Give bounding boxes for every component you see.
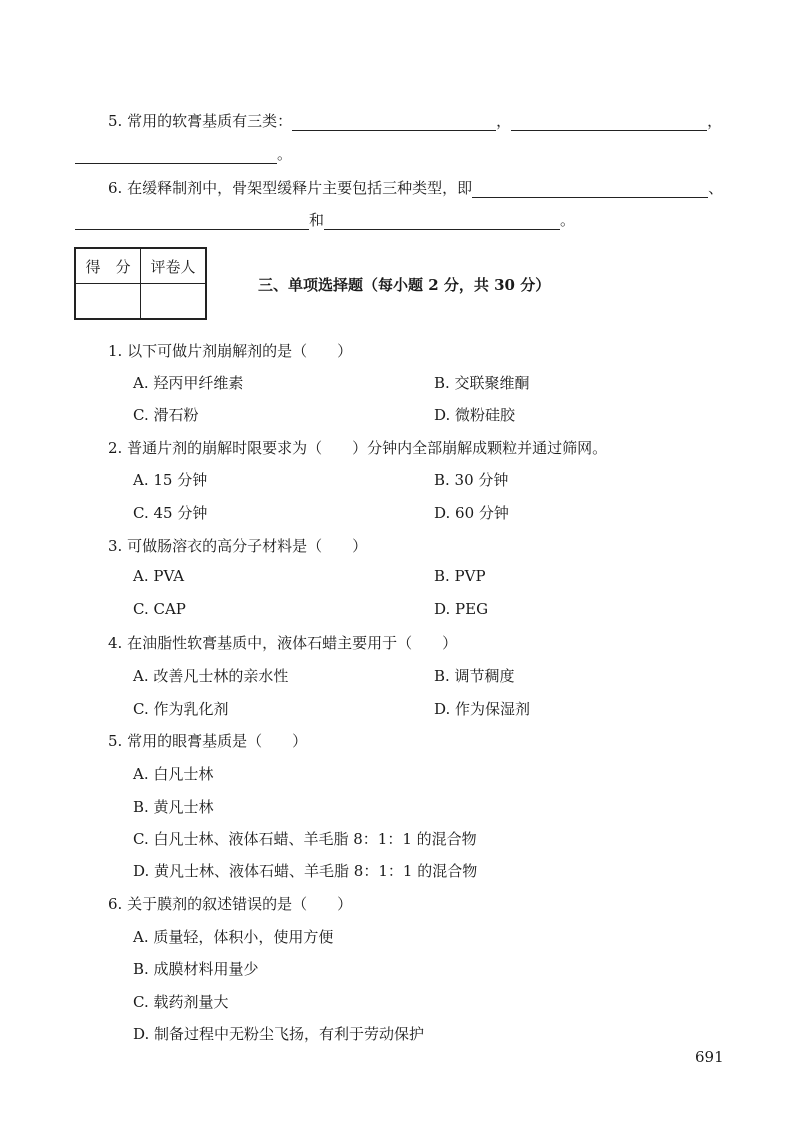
fill-question-6-line2: 和 。 <box>75 209 575 230</box>
question-3: 3. 可做肠溶衣的高分子材料是（ ） <box>108 537 368 555</box>
option-c[interactable]: C. 滑石粉 <box>133 406 199 424</box>
option-a[interactable]: A. PVA <box>133 567 185 585</box>
fill-question-5-line2: 。 <box>75 143 292 164</box>
grader-cell[interactable] <box>141 284 207 320</box>
option-b[interactable]: B. PVP <box>434 567 486 585</box>
option-c[interactable]: C. 45 分钟 <box>133 504 208 522</box>
question-5: 5. 常用的眼膏基质是（ ） <box>108 732 308 750</box>
option-b[interactable]: B. 30 分钟 <box>434 471 509 489</box>
question-2: 2. 普通片剂的崩解时限要求为（ ）分钟内全部崩解成颗粒并通过筛网。 <box>108 439 608 457</box>
option-b[interactable]: B. 交联聚维酮 <box>434 374 530 392</box>
page-number: 691 <box>695 1048 724 1066</box>
option-c[interactable]: C. 载药剂量大 <box>133 993 229 1011</box>
score-table <box>74 247 207 320</box>
option-c[interactable]: C. 作为乳化剂 <box>133 700 229 718</box>
answer-blank[interactable] <box>511 114 707 131</box>
answer-blank[interactable] <box>324 213 560 230</box>
option-d[interactable]: D. PEG <box>434 600 489 618</box>
score-cell[interactable] <box>75 284 141 320</box>
option-d[interactable]: D. 制备过程中无粉尘飞扬，有利于劳动保护 <box>133 1025 425 1043</box>
score-header: 得 分 <box>75 248 141 284</box>
option-a[interactable]: A. 改善凡士林的亲水性 <box>133 667 289 685</box>
grader-header: 评卷人 <box>141 248 207 284</box>
option-b[interactable]: B. 调节稠度 <box>434 667 515 685</box>
section-title: 三、单项选择题（每小题 2 分，共 30 分） <box>258 276 551 294</box>
answer-blank[interactable] <box>75 147 277 164</box>
option-a[interactable]: A. 羟丙甲纤维素 <box>133 374 244 392</box>
fill-question-6: 6. 在缓释制剂中，骨架型缓释片主要包括三种类型，即 、 <box>108 179 724 197</box>
option-b[interactable]: B. 成膜材料用量少 <box>133 960 259 978</box>
option-d[interactable]: D. 作为保湿剂 <box>434 700 531 718</box>
option-a[interactable]: A. 白凡士林 <box>133 765 214 783</box>
fill-question-5: 5. 常用的软膏基质有三类： ， ， <box>108 112 723 130</box>
answer-blank[interactable] <box>292 114 496 131</box>
question-1: 1. 以下可做片剂崩解剂的是（ ） <box>108 342 353 360</box>
option-c[interactable]: C. CAP <box>133 600 186 618</box>
option-d[interactable]: D. 黄凡士林、液体石蜡、羊毛脂 8：1：1 的混合物 <box>133 862 478 880</box>
question-4: 4. 在油脂性软膏基质中，液体石蜡主要用于（ ） <box>108 634 458 652</box>
option-a[interactable]: A. 质量轻，体积小，使用方便 <box>133 928 334 946</box>
answer-blank[interactable] <box>75 213 309 230</box>
option-b[interactable]: B. 黄凡士林 <box>133 798 214 816</box>
option-d[interactable]: D. 60 分钟 <box>434 504 509 522</box>
fill-question-5-text: 5. 常用的软膏基质有三类： <box>108 112 293 130</box>
answer-blank[interactable] <box>472 181 708 198</box>
option-a[interactable]: A. 15 分钟 <box>133 471 208 489</box>
option-c[interactable]: C. 白凡士林、液体石蜡、羊毛脂 8：1：1 的混合物 <box>133 830 477 848</box>
option-d[interactable]: D. 微粉硅胶 <box>434 406 516 424</box>
question-6: 6. 关于膜剂的叙述错误的是（ ） <box>108 895 353 913</box>
fill-question-6-text: 6. 在缓释制剂中，骨架型缓释片主要包括三种类型，即 <box>108 179 473 197</box>
